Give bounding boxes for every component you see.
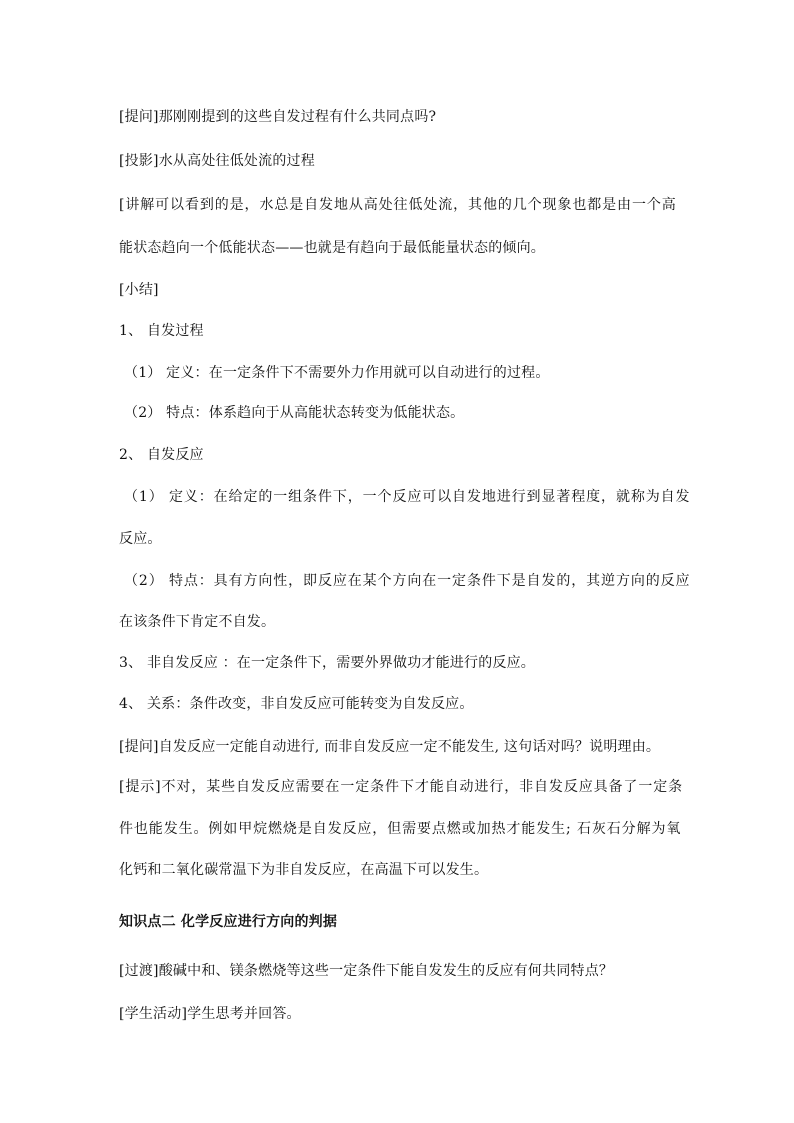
text-line-hint-2: 件也能发生。例如甲烷燃烧是自发反应，但需要点燃或加热才能发生; 石灰石分解为氧 [119,821,682,837]
text-line-item-2-definition: （1） 定义：在给定的一组条件下，一个反应可以自发地进行到显著程度，就称为自发 [124,489,691,505]
text-line-item-4: 4、 关系：条件改变，非自发反应可能转变为自发反应。 [119,696,474,712]
text-line-item-1-feature: （2） 特点：体系趋向于从高能状态转变为低能状态。 [124,405,465,421]
text-line-question-2: [提问]自发反应一定能自动进行, 而非自发反应一定不能发生, 这句话对吗？说明理由。 [119,739,661,755]
text-line-projection: [投影]水从高处往低处流的过程 [119,153,315,169]
text-line-item-3: 3、 非自发反应 ：在一定条件下，需要外界做功才能进行的反应。 [119,655,536,671]
text-line-item-2-feature-cont: 在该条件下肯定不自发。 [119,614,276,630]
text-line-item-1: 1、 自发过程 [119,323,204,339]
text-line-summary-heading: [小结] [119,282,159,298]
text-line-item-2: 2、 自发反应 [119,447,204,463]
text-line-item-2-feature: （2） 特点：具有方向性，即反应在某个方向在一定条件下是自发的，其逆方向的反应 [124,573,691,589]
text-line-explanation-2: 能状态趋向一个低能状态——也就是有趋向于最低能量状态的倾向。 [119,240,545,256]
text-line-item-1-definition: （1） 定义：在一定条件下不需要外力作用就可以自动进行的过程。 [124,365,550,381]
section-heading: 知识点二 化学反应进行方向的判据 [119,914,338,930]
text-line-hint-1: [提示]不对，某些自发反应需要在一定条件下才能自动进行，非自发反应具备了一定条 [119,779,684,795]
text-line-student-activity: [学生活动]学生思考并回答。 [119,1006,301,1022]
text-line-transition: [过渡]酸碱中和、镁条燃烧等这些一定条件下能自发发生的反应有何共同特点？ [119,963,614,979]
text-line-explanation-1: [讲解可以看到的是，水总是自发地从高处往低处流，其他的几个现象也都是由一个高 [119,197,677,213]
text-line-question-1: [提问]那刚刚提到的这些自发过程有什么共同点吗? [119,109,437,125]
text-line-hint-3: 化钙和二氧化碳常温下为非自发反应，在高温下可以发生。 [119,862,489,878]
text-line-item-2-definition-cont: 反应。 [119,531,162,547]
